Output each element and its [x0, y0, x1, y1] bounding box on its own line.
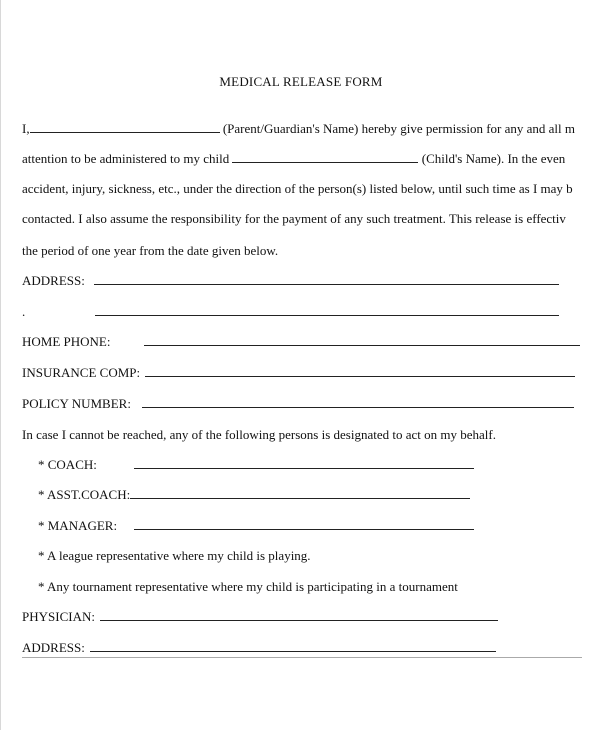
coach-label: * COACH: — [38, 457, 97, 472]
asst-coach-blank[interactable] — [130, 487, 470, 499]
asst-coach-row — [38, 487, 470, 502]
address-cont-label: . — [22, 304, 26, 319]
insurance-label: INSURANCE COMP: — [22, 365, 141, 380]
asst-coach-label: * ASST.COACH: — [38, 487, 131, 502]
permission-line-5: the period of one year from the date given below. — [22, 243, 279, 258]
permission-line-1 — [22, 121, 575, 136]
insurance-blank[interactable] — [145, 365, 575, 377]
address-row — [22, 273, 559, 288]
insurance-row — [22, 365, 575, 380]
permission-text-2: attention to be administered to my child — [22, 151, 233, 166]
address-blank[interactable] — [94, 273, 559, 285]
policy-label: POLICY NUMBER: — [22, 396, 131, 411]
pronoun-text: I, — [22, 121, 30, 136]
physician-address-row — [22, 640, 496, 655]
form-title: MEDICAL RELEASE FORM — [219, 74, 383, 89]
policy-row — [22, 396, 574, 411]
policy-blank[interactable] — [142, 396, 574, 408]
coach-blank[interactable] — [134, 457, 474, 469]
permission-line-3: accident, injury, sickness, etc., under the direction of the person(s) listed below, until such time as I may b — [22, 181, 573, 196]
home-phone-label: HOME PHONE: — [22, 334, 111, 349]
physician-label: PHYSICIAN: — [22, 609, 95, 624]
manager-row — [38, 518, 474, 533]
home-phone-row — [22, 334, 580, 349]
physician-blank[interactable] — [100, 609, 498, 621]
permission-line-2 — [22, 151, 565, 166]
league-rep-text: * A league representative where my child is playing. — [38, 548, 311, 563]
address-cont-blank[interactable] — [95, 304, 559, 316]
physician-row — [22, 609, 498, 624]
permission-text-1: (Parent/Guardian's Name) hereby give permission for any and all m — [219, 121, 575, 136]
manager-label: * MANAGER: — [38, 518, 118, 533]
permission-line-4: contacted. I also assume the responsibility for the payment of any such treatment. This release is effectiv — [22, 211, 566, 226]
physician-address-blank[interactable] — [90, 640, 496, 652]
coach-row — [38, 457, 474, 472]
parent-name-blank[interactable] — [30, 121, 220, 133]
child-name-blank[interactable] — [232, 151, 418, 163]
physician-address-label: ADDRESS: — [22, 640, 85, 655]
tournament-rep-text: * Any tournament representative where my child is participating in a tournament — [38, 579, 458, 594]
permission-text-3: (Child's Name). In the even — [418, 151, 566, 166]
address-label: ADDRESS: — [22, 273, 85, 288]
address-cont-row — [22, 304, 559, 319]
bottom-divider — [22, 657, 582, 658]
home-phone-blank[interactable] — [144, 334, 580, 346]
designate-text: In case I cannot be reached, any of the following persons is designated to act on my behalf. — [22, 427, 496, 442]
manager-blank[interactable] — [134, 518, 474, 530]
